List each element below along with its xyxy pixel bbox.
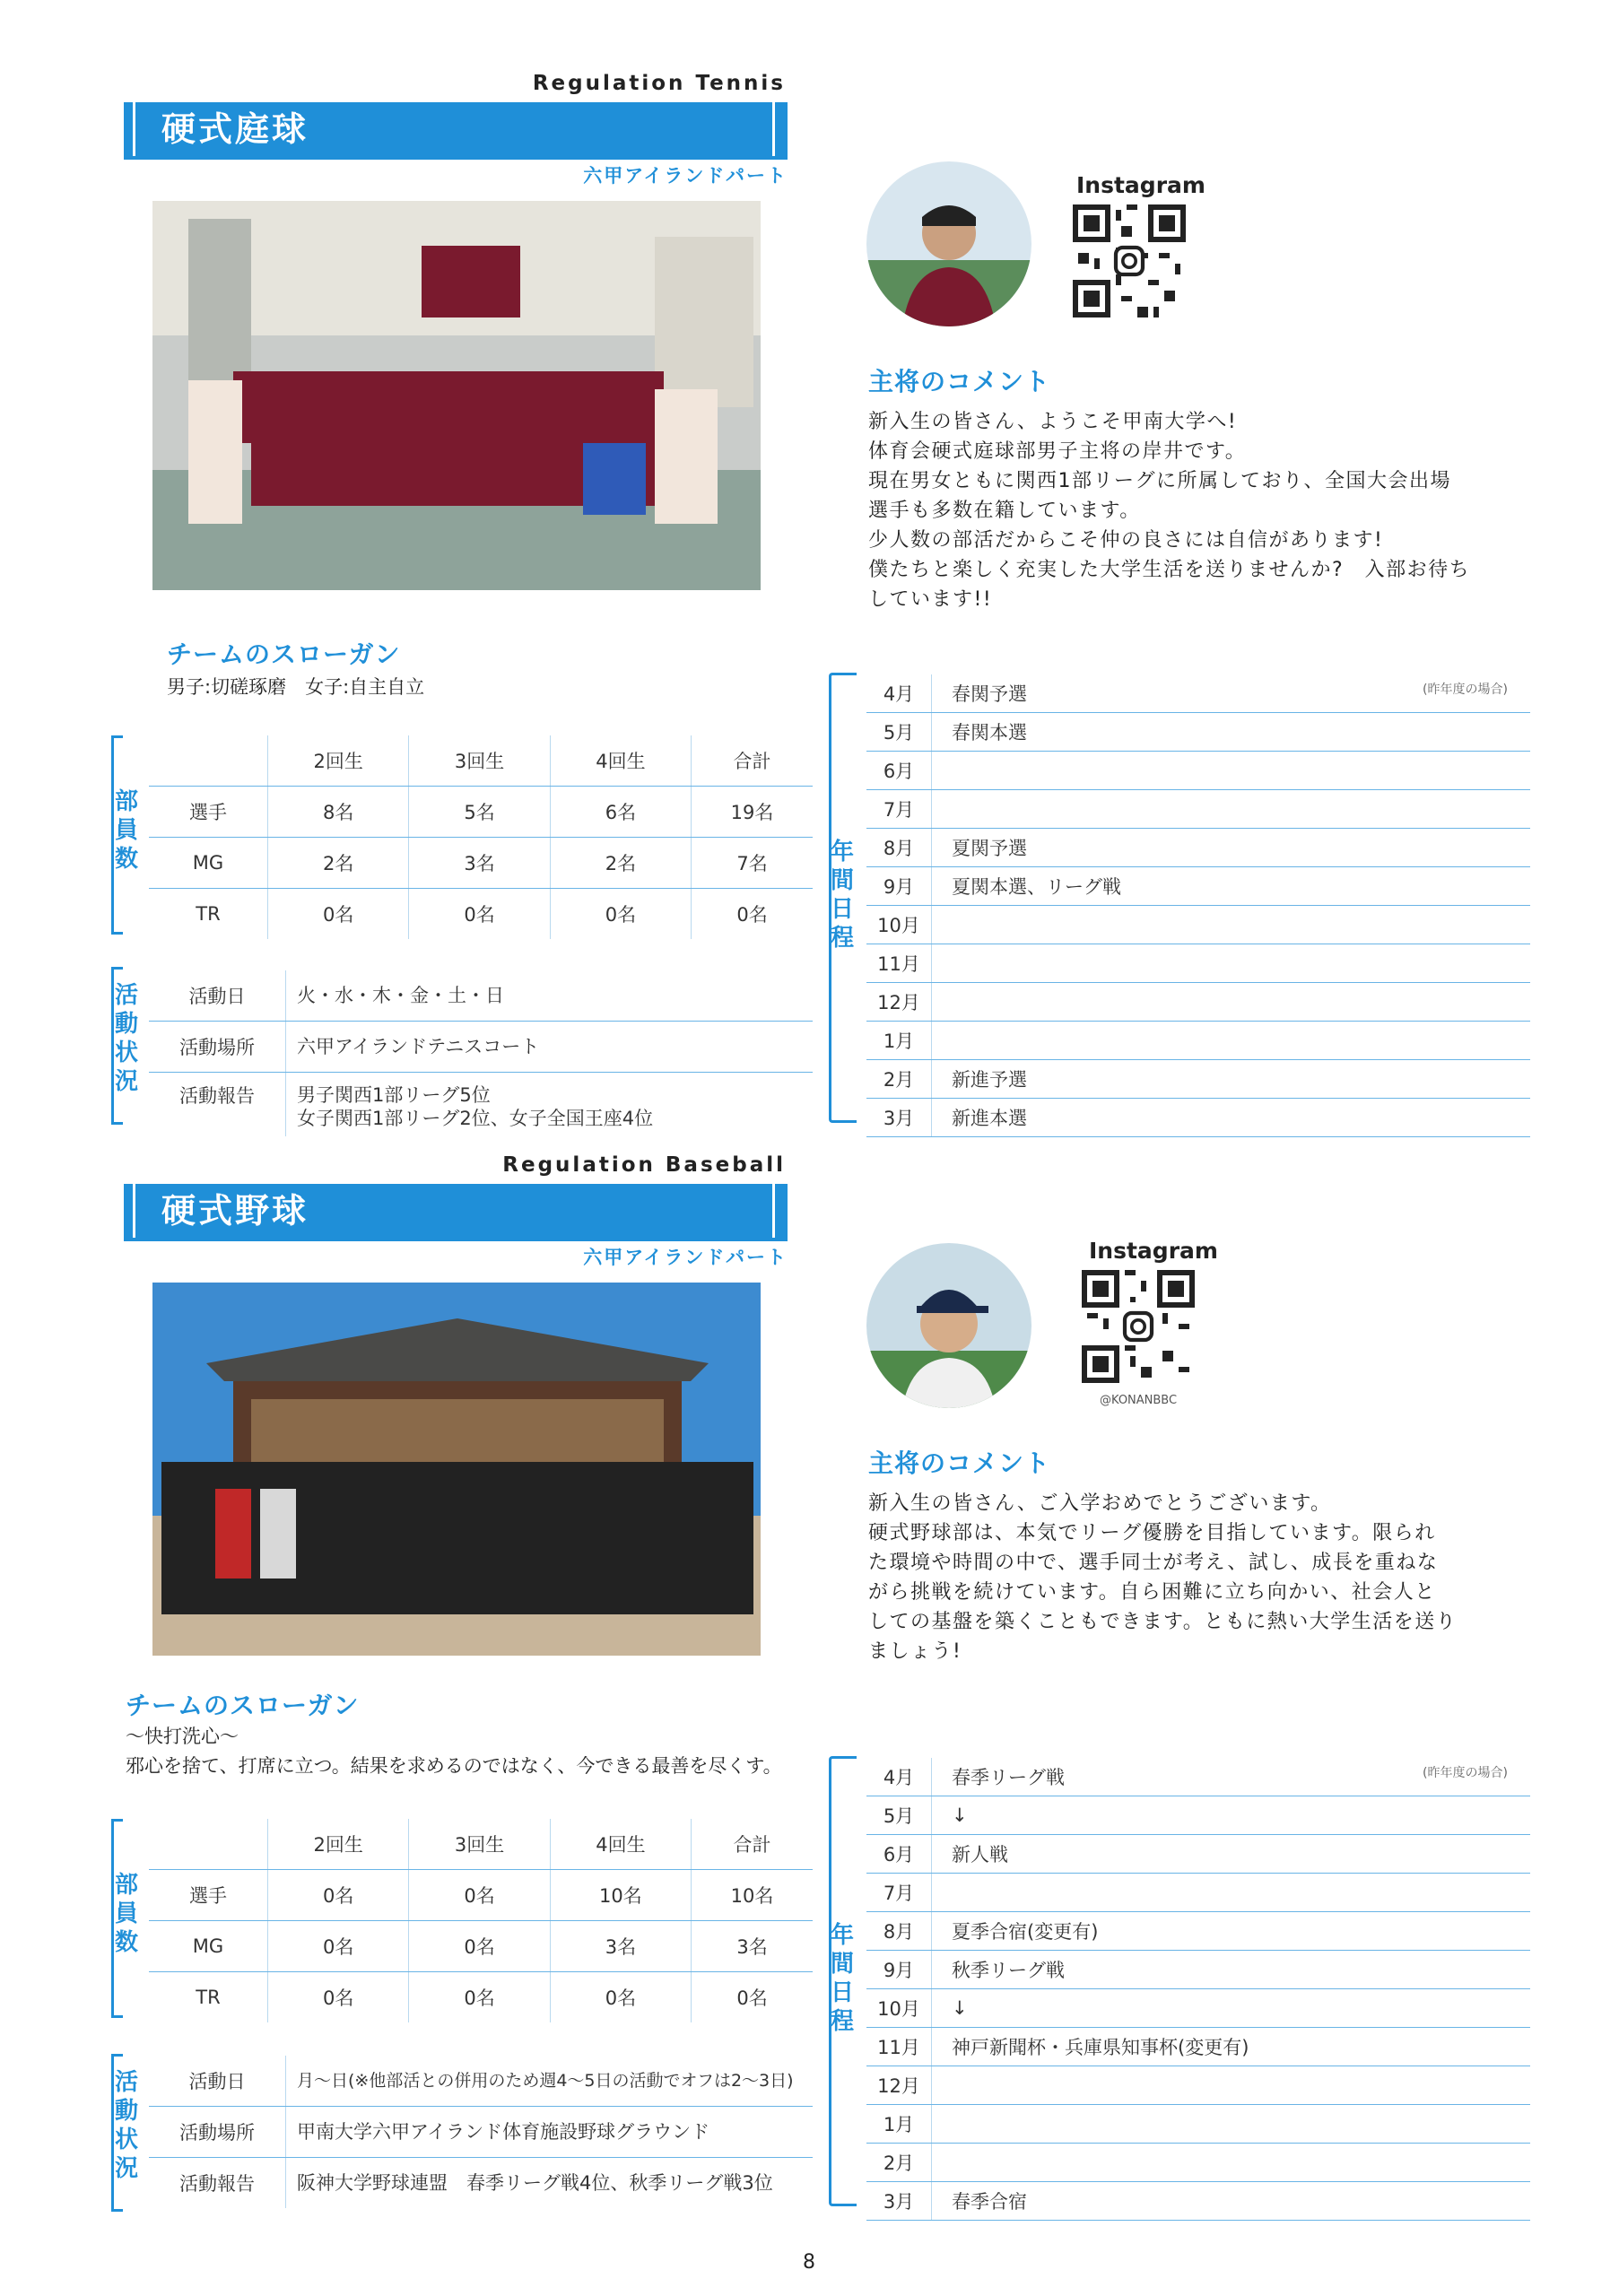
table-row: 選手 0名 0名 10名 10名 xyxy=(149,1870,813,1921)
tennis-activity-table xyxy=(149,970,813,1136)
table-row: 9月 秋季リーグ戦 xyxy=(866,1951,1530,1989)
comment-line: 僕たちと楽しく充実した大学生活を送りませんか? 入部お待ち xyxy=(868,559,1471,581)
tennis-slogan: 男子:切磋琢磨 女子:自主自立 xyxy=(167,676,425,698)
baseball-slogan: 〜快打洗心〜 邪心を捨て、打席に立つ。結果を求めるのではなく、今できる最善を尽くす。 xyxy=(126,1726,782,1777)
baseball-title: 硬式野球 xyxy=(161,1191,309,1231)
table-row: TR 0名 0名 0名 0名 xyxy=(149,1972,813,2023)
tennis-comment xyxy=(868,407,1514,614)
baseball-slogan-heading: チームのスローガン xyxy=(126,1691,360,1720)
comment-line: 選手も多数在籍しています。 xyxy=(868,500,1141,522)
baseball-schedule-note: (昨年度の場合) xyxy=(1423,1766,1508,1780)
tennis-park: 六甲アイランドパート xyxy=(583,165,788,187)
baseball-schedule-table xyxy=(866,1758,1530,2221)
table-row: TR 0名 0名 0名 0名 xyxy=(149,889,813,940)
baseball-activity-label: 活 動 状 況 xyxy=(114,2069,138,2182)
tennis-activity-label: 活 動 状 況 xyxy=(114,982,138,1095)
table-row: 9月 夏関本選、リーグ戦 xyxy=(866,867,1530,906)
tennis-instagram-label: Instagram xyxy=(1076,172,1206,198)
table-row: 選手 8名 5名 6名 19名 xyxy=(149,787,813,838)
table-row: 2月 xyxy=(866,2144,1530,2182)
table-row: 1月 xyxy=(866,1022,1530,1060)
table-row: MG 0名 0名 3名 3名 xyxy=(149,1921,813,1972)
comment-line: がら挑戦を続けています。自ら困難に立ち向かい、社会人と xyxy=(868,1581,1436,1604)
table-row: 3月 新進本選 xyxy=(866,1099,1530,1137)
tennis-en-title: Regulation Tennis xyxy=(532,72,786,95)
table-row: 8月 夏関予選 xyxy=(866,829,1530,867)
comment-line: しての基盤を築くこともできます。ともに熱い大学生活を送り xyxy=(868,1611,1458,1633)
table-row: 12月 xyxy=(866,983,1530,1022)
table-row: 活動場所 六甲アイランドテニスコート xyxy=(149,1022,813,1073)
tennis-members-table: 2回生 3回生 4回生 合計 選手 8名 5名 6名 19名 MG 2名 3名 2名 7名 TR 0名 0名 0名 0名 xyxy=(149,735,813,939)
tennis-instagram-qr-icon[interactable] xyxy=(1073,204,1186,317)
comment-line: しています!! xyxy=(868,588,993,611)
table-row: 2月 新進予選 xyxy=(866,1060,1530,1099)
baseball-captain-avatar xyxy=(866,1243,1031,1408)
comment-line: 新入生の皆さん、ようこそ甲南大学へ! xyxy=(868,411,1238,433)
table-row: 活動場所 甲南大学六甲アイランド体育施設野球グラウンド xyxy=(149,2107,813,2158)
table-row: 10月 ↓ xyxy=(866,1989,1530,2028)
table-row: 5月 ↓ xyxy=(866,1796,1530,1835)
baseball-team-photo xyxy=(152,1283,761,1656)
tennis-team-photo xyxy=(152,201,761,590)
comment-line: 体育会硬式庭球部男子主将の岸井です。 xyxy=(868,440,1247,463)
table-row: 活動報告 阪神大学野球連盟 春季リーグ戦4位、秋季リーグ戦3位 xyxy=(149,2158,813,2209)
table-row: 4月 春関予選 xyxy=(866,674,1530,713)
tennis-title-banner xyxy=(124,102,788,156)
tennis-schedule-table xyxy=(866,674,1530,1137)
comment-line: た環境や時間の中で、選手同士が考え、試し、成長を重ねな xyxy=(868,1552,1439,1574)
baseball-en-title: Regulation Baseball xyxy=(502,1153,786,1177)
table-row: 活動日 火・水・木・金・土・日 xyxy=(149,970,813,1022)
baseball-instagram-label: Instagram xyxy=(1089,1238,1218,1264)
table-row: MG 2名 3名 2名 7名 xyxy=(149,838,813,889)
comment-line: 新入生の皆さん、ご入学おめでとうございます。 xyxy=(868,1492,1332,1515)
table-row: 活動報告 男子関西1部リーグ5位 女子関西1部リーグ2位、女子全国王座4位 xyxy=(149,1073,813,1137)
baseball-schedule-label: 年 間 日 程 xyxy=(830,1922,854,2035)
table-row: 3月 春季合宿 xyxy=(866,2182,1530,2221)
baseball-members-table: 2回生 3回生 4回生 合計 選手 0名 0名 10名 10名 MG 0名 0名 3名 3名 TR 0名 0名 0名 0名 xyxy=(149,1819,813,2022)
table-row: 7月 xyxy=(866,790,1530,829)
comment-line: 硬式野球部は、本気でリーグ優勝を目指しています。限られ xyxy=(868,1522,1436,1544)
page-number: 8 xyxy=(803,2251,815,2274)
table-row: 4月 春季リーグ戦 xyxy=(866,1758,1530,1796)
tennis-captain-avatar xyxy=(866,161,1031,326)
tennis-title: 硬式庭球 xyxy=(161,109,309,149)
table-row: 7月 xyxy=(866,1874,1530,1912)
table-row: 12月 xyxy=(866,2066,1530,2105)
table-row: 1月 xyxy=(866,2105,1530,2144)
tennis-schedule-label: 年 間 日 程 xyxy=(830,839,854,952)
table-row: 6月 xyxy=(866,752,1530,790)
baseball-activity-table xyxy=(149,2056,813,2208)
baseball-comment-heading: 主将のコメント xyxy=(868,1448,1051,1478)
comment-line: ましょう! xyxy=(868,1640,962,1663)
baseball-instagram-handle: @KONANBBC xyxy=(1100,1394,1178,1407)
table-row: 11月 神戸新聞杯・兵庫県知事杯(変更有) xyxy=(866,2028,1530,2066)
tennis-schedule-note: (昨年度の場合) xyxy=(1423,683,1508,697)
comment-line: 少人数の部活だからこそ仲の良さには自信があります! xyxy=(868,529,1384,552)
table-row: 8月 夏季合宿(変更有) xyxy=(866,1912,1530,1951)
baseball-instagram-qr-icon[interactable] xyxy=(1082,1270,1195,1383)
table-row: 活動日 月〜日(※他部活との併用のため週4〜5日の活動でオフは2〜3日) xyxy=(149,2056,813,2107)
table-row: 6月 新人戦 xyxy=(866,1835,1530,1874)
table-row: 10月 xyxy=(866,906,1530,944)
baseball-comment xyxy=(868,1489,1514,1666)
baseball-park: 六甲アイランドパート xyxy=(583,1247,788,1268)
comment-line: 現在男女ともに関西1部リーグに所属しており、全国大会出場 xyxy=(868,470,1451,492)
baseball-title-banner xyxy=(124,1184,788,1238)
tennis-slogan-heading: チームのスローガン xyxy=(167,639,401,669)
table-row: 11月 xyxy=(866,944,1530,983)
baseball-members-label: 部 員 数 xyxy=(114,1872,138,1956)
table-row: 5月 春関本選 xyxy=(866,713,1530,752)
tennis-comment-heading: 主将のコメント xyxy=(868,367,1051,396)
tennis-members-label: 部 員 数 xyxy=(114,788,138,873)
